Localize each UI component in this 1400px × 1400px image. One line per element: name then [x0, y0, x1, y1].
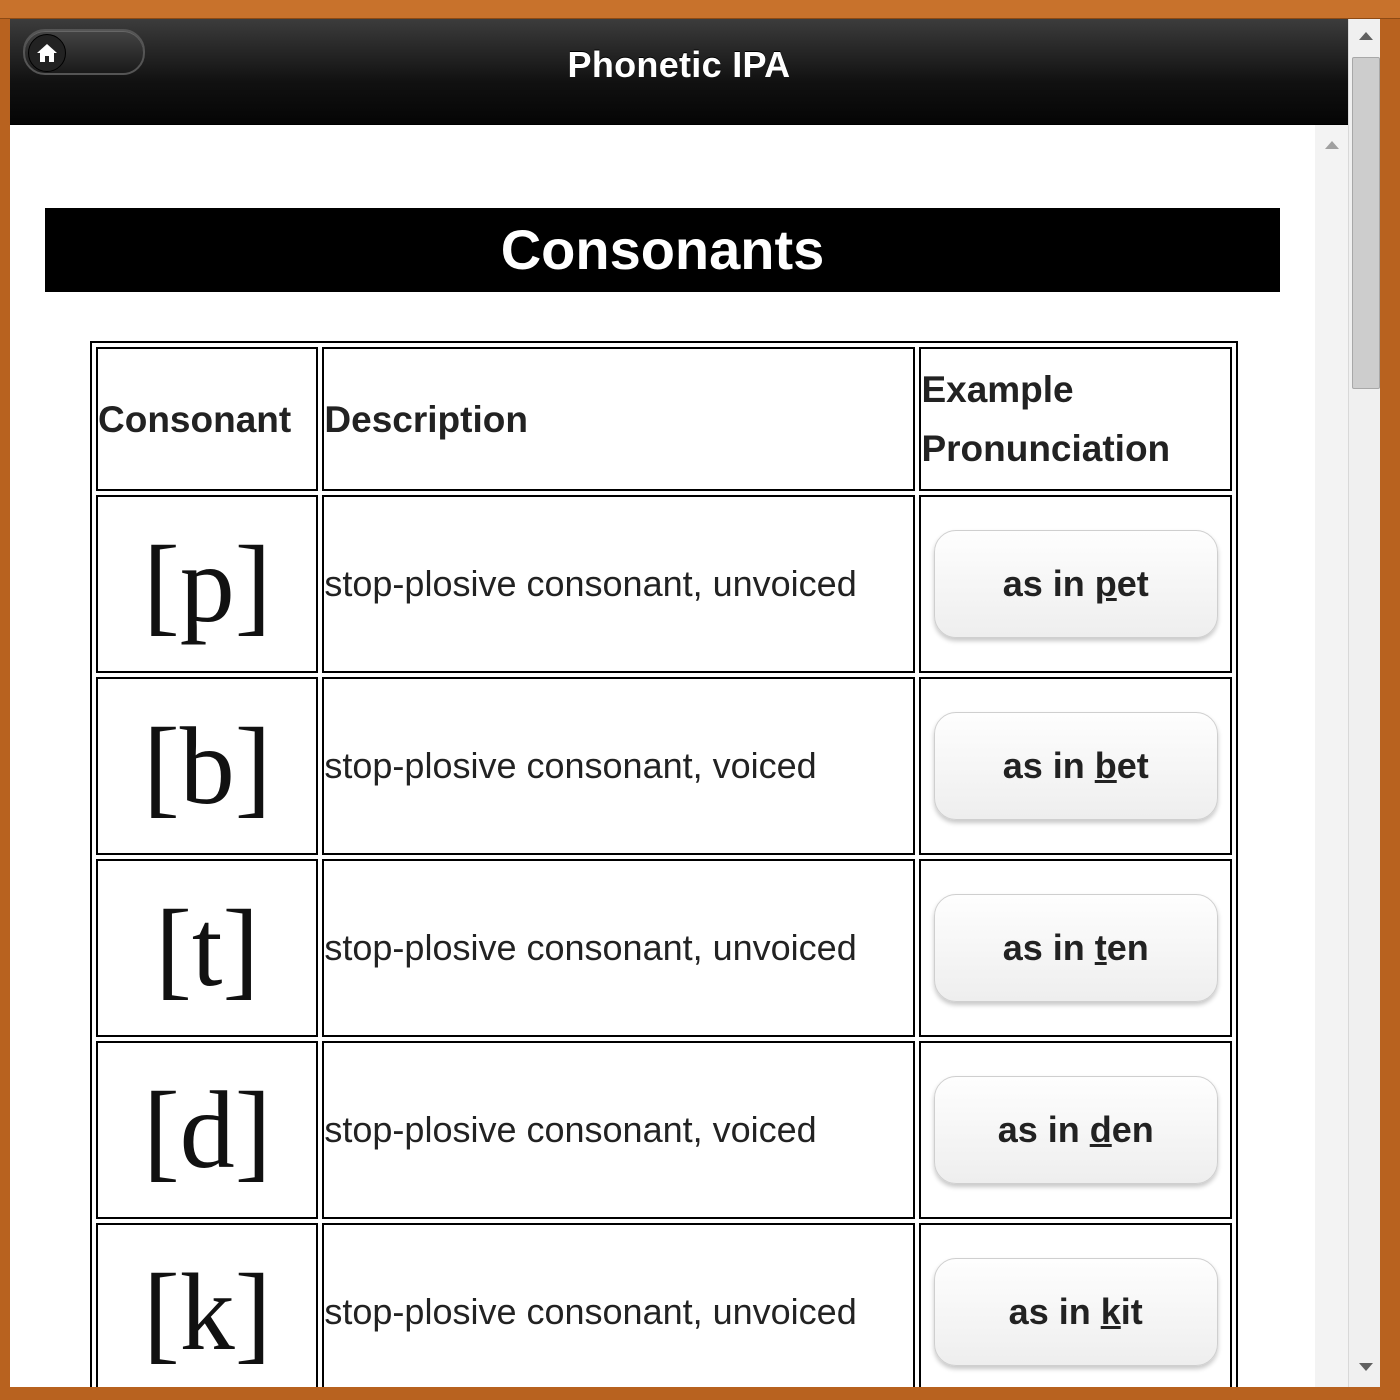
consonant-symbol: [t] [96, 859, 318, 1037]
window-scrollbar[interactable] [1348, 19, 1380, 1387]
column-header-example [919, 347, 1232, 491]
example-prefix: as in [1002, 927, 1095, 968]
example-rest: en [1106, 927, 1149, 968]
table-row [96, 1223, 1232, 1387]
consonant-symbol: [d] [96, 1041, 318, 1219]
browser-top-strip [0, 0, 1400, 19]
window-scroll-down-icon[interactable] [1359, 1363, 1373, 1371]
consonant-description: stop-plosive consonant, voiced [322, 1041, 915, 1219]
example-rest: et [1116, 745, 1149, 786]
example-cell [919, 859, 1232, 1037]
column-header-example-line2: Pronunciation [921, 428, 1171, 469]
example-pronunciation-button[interactable] [934, 1258, 1218, 1366]
consonant-symbol: [b] [96, 677, 318, 855]
example-underlined-letter: b [1094, 745, 1117, 786]
consonant-description: stop-plosive consonant, unvoiced [322, 495, 915, 673]
example-prefix: as in [1002, 745, 1095, 786]
app-window [10, 19, 1380, 1387]
consonant-table [90, 341, 1238, 1387]
column-header-description: Description [322, 347, 915, 491]
example-cell [919, 1223, 1232, 1387]
window-scroll-thumb[interactable] [1352, 57, 1380, 389]
example-prefix: as in [1002, 563, 1095, 604]
consonant-description: stop-plosive consonant, unvoiced [322, 859, 915, 1037]
table-row [96, 495, 1232, 673]
consonant-symbol: [p] [96, 495, 318, 673]
table-row [96, 859, 1232, 1037]
example-underlined-letter: p [1094, 563, 1117, 604]
window-scroll-up-icon[interactable] [1359, 32, 1373, 40]
example-pronunciation-button[interactable] [934, 894, 1218, 1002]
section-title: Consonants [45, 208, 1280, 292]
example-pronunciation-button[interactable] [934, 1076, 1218, 1184]
example-underlined-letter: k [1100, 1291, 1121, 1332]
table-row [96, 1041, 1232, 1219]
example-pronunciation-button[interactable] [934, 530, 1218, 638]
scroll-up-arrow-icon[interactable] [1325, 141, 1339, 149]
table-row [96, 677, 1232, 855]
consonant-description: stop-plosive consonant, unvoiced [322, 1223, 915, 1387]
page-title: Phonetic IPA [567, 44, 791, 85]
content-scrollbar[interactable] [1315, 125, 1348, 1387]
header-bar [10, 19, 1348, 125]
consonant-symbol: [k] [96, 1223, 318, 1387]
example-pronunciation-button[interactable] [934, 712, 1218, 820]
example-cell [919, 677, 1232, 855]
example-prefix: as in [997, 1109, 1090, 1150]
example-underlined-letter: d [1089, 1109, 1112, 1150]
example-prefix: as in [1008, 1291, 1101, 1332]
column-header-consonant: Consonant [96, 347, 318, 491]
consonant-description: stop-plosive consonant, voiced [322, 677, 915, 855]
example-underlined-letter: t [1094, 927, 1107, 968]
example-cell [919, 495, 1232, 673]
table-header-row [96, 347, 1232, 491]
column-header-example-line1: Example [921, 369, 1074, 410]
example-rest: en [1111, 1109, 1154, 1150]
example-rest: et [1116, 563, 1149, 604]
example-cell [919, 1041, 1232, 1219]
example-rest: it [1120, 1291, 1143, 1332]
